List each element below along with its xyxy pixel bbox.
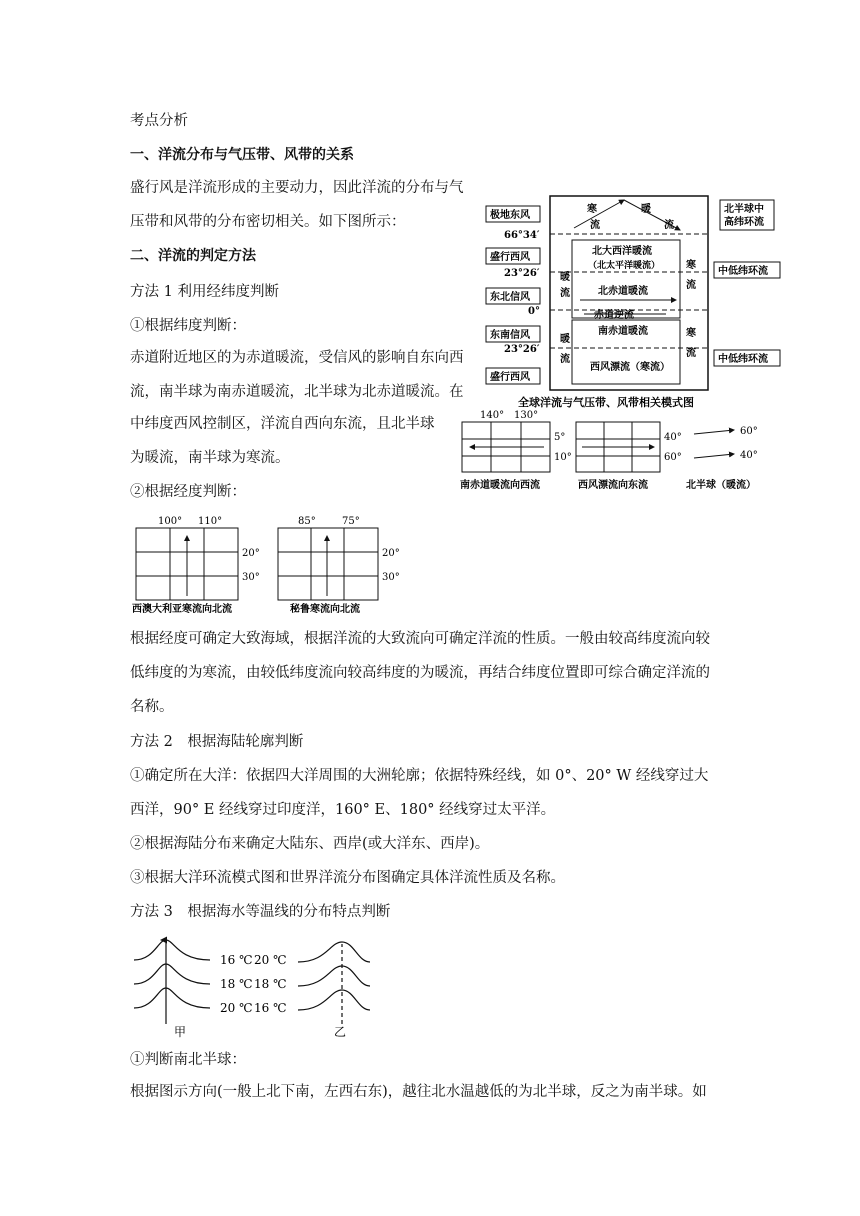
subhead: ①根据纬度判断： [130,318,246,334]
para-line: 根据经度可确定大致海域，根据洋流的大致流向可确定洋流的性质。一般由较高纬度流向较 [130,631,710,647]
para-line: 赤道附近地区的为赤道暖流，受信风的影响自东向西 [130,350,464,366]
lat-label: 30° [382,572,400,583]
diag-label: 乙 [334,1025,347,1039]
diag-text: 北大西洋暖流 [592,246,652,257]
diag-left-label: 盛行西风 [490,252,530,263]
diag-caption: 秘鲁寒流向北流 [290,604,360,615]
method-1-title: 方法 1 利用经纬度判断 [130,284,279,300]
diag-left-label: 盛行西风 [490,372,530,383]
diag-text: 寒 [587,204,597,215]
small-current-diagrams [458,406,768,492]
diag-right-label: 中低纬环流 [718,266,768,277]
diag-text: 北赤道暖流 [598,286,648,297]
para-line: 低纬度的为寒流，由较低纬度流向较高纬度的为暖流，再结合纬度位置即可综合确定洋流的 [130,665,710,681]
para-line: 根据图示方向(一般上北下南，左西右东)，越往北水温越低的为北半球，反之为南半球。如 [130,1084,707,1100]
lat-label: 10° [554,452,572,463]
lat-label: 40° [740,450,758,461]
diag-text: 西风漂流（寒流） [590,362,670,373]
diag-caption: 西澳大利亚寒流向北流 [132,604,232,615]
diag-caption: 南赤道暖流向西流 [460,480,540,491]
lat-label: 40° [664,432,682,443]
diag-caption: 西风漂流向东流 [578,480,648,491]
diag-text: 南赤道暖流 [598,326,648,337]
diag-text: （北太平洋暖流） [588,261,661,271]
lon-label: 75° [342,516,360,527]
method-3-title: 方法 3 根据海水等温线的分布特点判断 [130,904,391,920]
global-currents-diagram [484,192,784,414]
lat-label: 60° [664,452,682,463]
diag-left-label: 23°26′ [504,344,540,355]
heading-1: 一、洋流分布与气压带、风带的关系 [130,147,354,163]
lat-label: 5° [554,432,566,443]
heading-2: 二、洋流的判定方法 [130,248,256,264]
para-line: 西洋，90° E 经线穿过印度洋，160° E、180° 经线穿过太平洋。 [130,802,556,818]
para-line: 名称。 [130,699,174,715]
diag-right-label: 高纬环流 [724,217,764,228]
diag-right-label: 北半球中 [724,204,764,215]
isotherm-diagrams [130,930,430,1042]
diag-text: 暖 [641,204,651,215]
section-title: 考点分析 [130,113,188,129]
para-line: ③根据大洋环流模式图和世界洋流分布图确定具体洋流性质及名称。 [130,870,565,886]
diag-left-label: 23°26′ [504,268,540,279]
method-2-title: 方法 2 根据海陆轮廓判断 [130,734,304,750]
diag-left-label: 极地东风 [490,210,530,221]
diag-text: 流 [686,280,696,291]
diag-right-label: 中低纬环流 [718,354,768,365]
para-line: ②根据海陆分布来确定大陆东、西岸(或大洋东、西岸)。 [130,836,490,852]
diag-left-label: 0° [528,306,540,317]
diag-left-label: 东北信风 [490,292,530,303]
lat-label: 30° [242,572,260,583]
para-line: 压带和风带的分布密切相关。如下图所示： [130,214,406,230]
diag-text: 寒 [686,328,696,339]
lon-label: 130° [514,410,539,421]
lon-label: 110° [198,516,223,527]
diag-left-label: 66°34′ [504,230,540,241]
temp-label: 18 ℃ [254,977,287,991]
lat-label: 20° [382,548,400,559]
diag-text: 流 [590,220,600,231]
para-line: 流，南半球为南赤道暖流，北半球为北赤道暖流。在 [130,384,464,400]
longitude-diagrams [130,512,410,616]
temp-label: 16 ℃ [220,953,253,967]
diag-left-label: 东南信风 [490,330,530,341]
temp-label: 20 ℃ [254,953,287,967]
subhead: ②根据经度判断： [130,484,246,500]
diag-text: 流 [560,288,570,299]
diag-text: 流 [664,220,674,231]
lon-label: 140° [480,410,505,421]
diag-caption: 全球洋流与气压带、风带相关模式图 [518,396,694,409]
lon-label: 85° [298,516,316,527]
lat-label: 20° [242,548,260,559]
diag-text: 流 [686,348,696,359]
temp-label: 20 ℃ [220,1001,253,1015]
diag-text: 赤道逆流 [594,310,634,321]
diag-caption: 北半球（暖流） [686,480,756,491]
diag-label: 甲 [174,1025,187,1039]
para-line: ①确定所在大洋：依据四大洋周围的大洲轮廓；依据特殊经线，如 0°、20° W 经线穿过大 [130,768,709,784]
lat-label: 60° [740,426,758,437]
para-line: 中纬度西风控制区，洋流自西向东流，且北半球 [130,416,435,432]
temp-label: 16 ℃ [254,1001,287,1015]
subhead: ①判断南北半球： [130,1052,246,1068]
lon-label: 100° [158,516,183,527]
para-line: 为暖流，南半球为寒流。 [130,450,290,466]
diag-text: 暖 [560,334,570,345]
para-line: 盛行风是洋流形成的主要动力，因此洋流的分布与气 [130,180,464,196]
temp-label: 18 ℃ [220,977,253,991]
diag-text: 寒 [686,260,696,271]
diag-text: 暖 [560,272,570,283]
diag-text: 流 [560,354,570,365]
